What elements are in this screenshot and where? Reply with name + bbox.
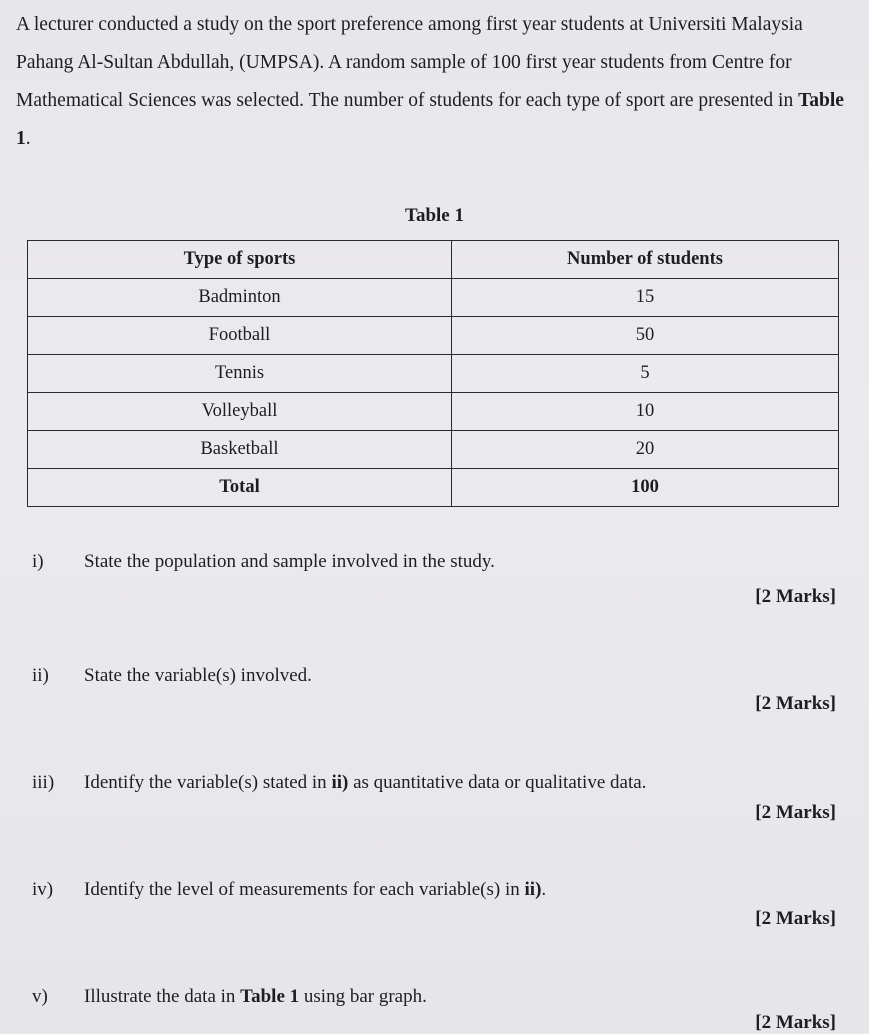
table-header-row — [28, 241, 839, 279]
table-row — [28, 279, 839, 317]
sport-cell: Basketball — [28, 431, 452, 469]
question-ref: ii) — [524, 879, 542, 900]
question-text: Illustrate the data in — [84, 986, 241, 1007]
question-number: ii) — [32, 665, 49, 686]
table-row — [28, 393, 839, 431]
intro-table-ref: Table 1 — [16, 90, 844, 149]
header-number-of-students: Number of students — [452, 241, 839, 279]
question-v — [32, 986, 427, 1008]
question-text: State the population and sample involved in the study. — [84, 551, 495, 572]
table-row — [28, 431, 839, 469]
count-cell: 50 — [452, 317, 839, 355]
question-number: iii) — [32, 772, 55, 793]
sport-cell: Volleyball — [28, 393, 452, 431]
question-number: i) — [32, 551, 44, 572]
total-label-cell: Total — [28, 469, 452, 507]
question-number: iv) — [32, 879, 54, 900]
question-iii — [32, 772, 646, 794]
count-cell: 20 — [452, 431, 839, 469]
question-iv-marks: [2 Marks] — [755, 908, 836, 929]
question-text: State the variable(s) involved. — [84, 665, 312, 686]
count-cell: 15 — [452, 279, 839, 317]
question-i-marks: [2 Marks] — [755, 586, 836, 607]
question-iii-marks: [2 Marks] — [755, 802, 836, 823]
question-i — [32, 551, 495, 573]
question-ref: Table 1 — [240, 986, 300, 1007]
intro-paragraph — [16, 6, 856, 158]
intro-text-end: . — [25, 128, 31, 149]
table-total-row — [28, 469, 839, 507]
question-ref: ii) — [331, 772, 349, 793]
question-v-marks: [2 Marks] — [755, 1012, 836, 1033]
question-text-end: . — [541, 879, 547, 900]
question-text-end: using bar graph. — [299, 986, 427, 1007]
table-row — [28, 317, 839, 355]
sports-table — [27, 240, 839, 507]
header-type-of-sports: Type of sports — [28, 241, 452, 279]
count-cell: 10 — [452, 393, 839, 431]
question-text: Identify the variable(s) stated in — [84, 772, 332, 793]
table-caption: Table 1 — [405, 205, 464, 226]
total-count-cell: 100 — [452, 469, 839, 507]
question-text-end: as quantitative data or qualitative data. — [348, 772, 647, 793]
sport-cell: Football — [28, 317, 452, 355]
intro-text: A lecturer conducted a study on the sport preference among first year students at Universiti Malaysia Pahang Al-Sultan Abdullah, (UMPSA). A random sample of 100 first year students from Centre for Mathematical Sciences was selected. The number of students for each type of sport are presented in — [16, 14, 803, 111]
table-row — [28, 355, 839, 393]
sport-cell: Tennis — [28, 355, 452, 393]
sport-cell: Badminton — [28, 279, 452, 317]
question-text: Identify the level of measurements for each variable(s) in — [84, 879, 525, 900]
question-ii — [32, 665, 312, 687]
question-number: v) — [32, 986, 48, 1007]
question-iv — [32, 879, 546, 901]
question-ii-marks: [2 Marks] — [755, 693, 836, 714]
count-cell: 5 — [452, 355, 839, 393]
